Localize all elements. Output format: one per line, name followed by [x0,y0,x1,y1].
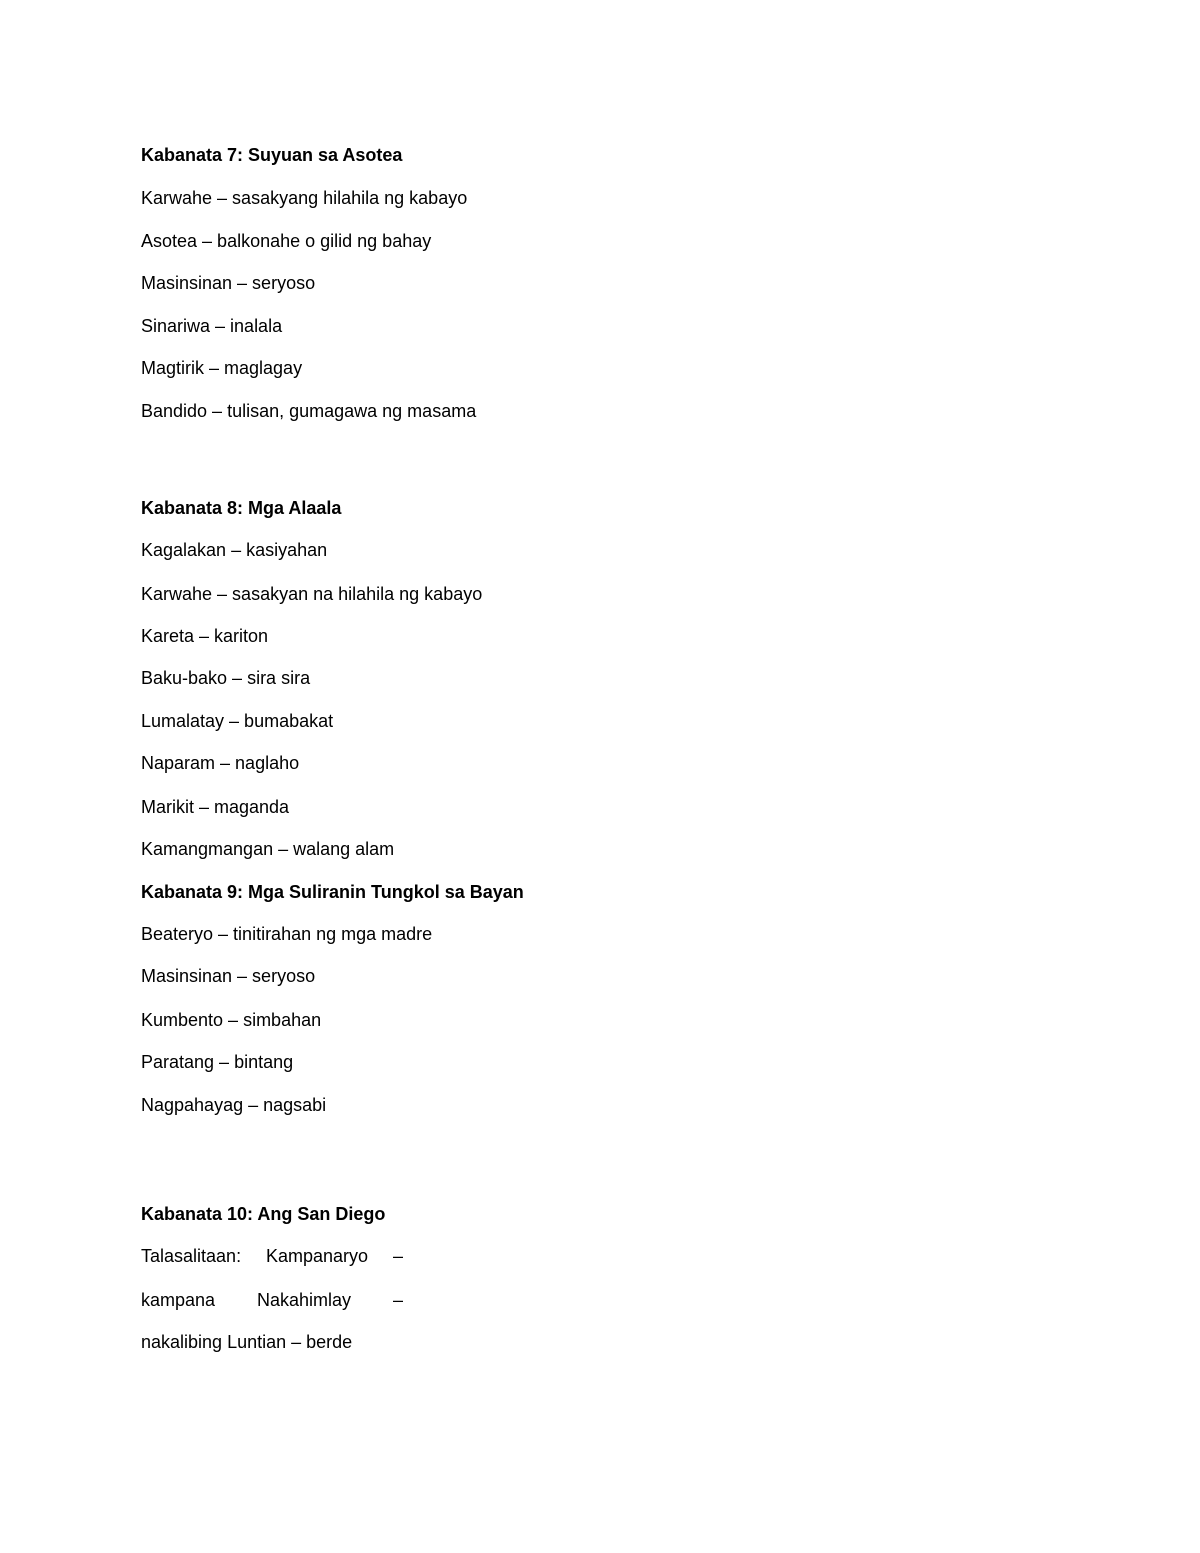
word: – [392,1290,403,1310]
chapter-9-entry: Nagpahayag – nagsabi [141,1095,327,1115]
chapter-8-entry: Kamangmangan – walang alam [141,839,395,859]
chapter-8-entry: Naparam – naglaho [141,753,300,773]
word: kampana [141,1290,216,1310]
chapter-8-entry: Karwahe – sasakyan na hilahila ng kabayo [141,584,483,604]
chapter-7-entry: Bandido – tulisan, gumagawa ng masama [141,401,477,421]
chapter-9-heading: Kabanata 9: Mga Suliranin Tungkol sa Bayan [141,882,524,902]
chapter-10-justified-line [141,1289,403,1311]
chapter-9-entry: Beateryo – tinitirahan ng mga madre [141,924,433,944]
chapter-10-heading: Kabanata 10: Ang San Diego [141,1204,386,1224]
chapter-8-entry: Kareta – kariton [141,626,269,646]
chapter-8-entry: Marikit – maganda [141,797,290,817]
chapter-9-entry: Paratang – bintang [141,1052,294,1072]
chapter-9-entry: Masinsinan – seryoso [141,966,316,986]
chapter-8-entry: Kagalakan – kasiyahan [141,540,328,560]
chapter-7-entry: Sinariwa – inalala [141,316,283,336]
chapter-7-entry: Masinsinan – seryoso [141,273,316,293]
word: Kampanaryo [266,1246,369,1266]
chapter-7-entry: Karwahe – sasakyang hilahila ng kabayo [141,188,468,208]
word: Talasalitaan: [141,1246,242,1266]
chapter-7-entry: Asotea – balkonahe o gilid ng bahay [141,231,432,251]
chapter-8-entry: Baku-bako – sira sira [141,668,311,688]
word: – [392,1246,403,1266]
chapter-10-justified-line [141,1245,403,1267]
chapter-8-entry: Lumalatay – bumabakat [141,711,334,731]
chapter-9-entry: Kumbento – simbahan [141,1010,322,1030]
chapter-10-entry: nakalibing Luntian – berde [141,1332,353,1352]
word: Nakahimlay [257,1290,352,1310]
chapter-7-heading: Kabanata 7: Suyuan sa Asotea [141,145,403,165]
chapter-7-entry: Magtirik – maglagay [141,358,303,378]
chapter-8-heading: Kabanata 8: Mga Alaala [141,498,342,518]
